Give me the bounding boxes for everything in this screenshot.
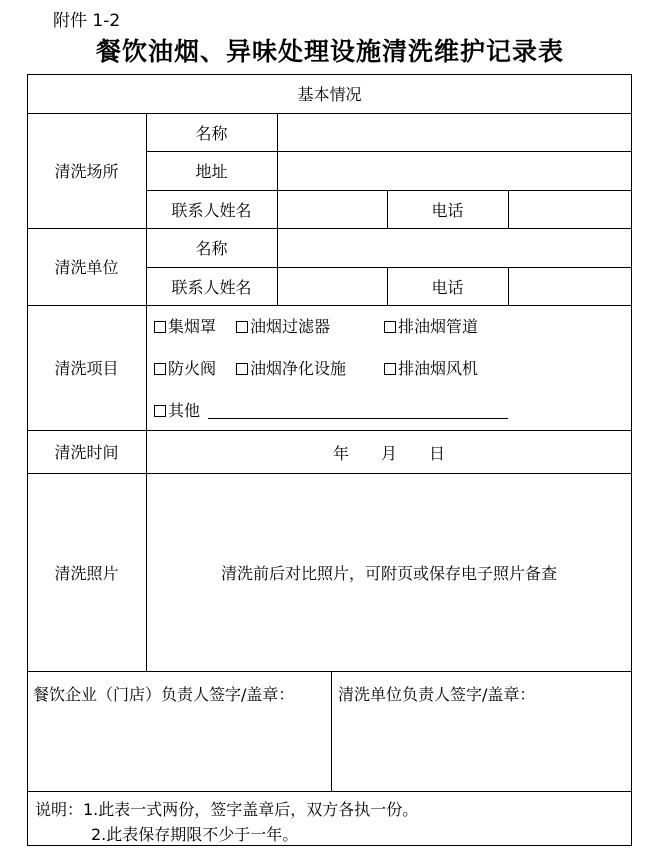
option-exhaust-fan[interactable] bbox=[384, 356, 478, 379]
site-address-field[interactable] bbox=[278, 152, 631, 190]
option-label: 集烟罩 bbox=[168, 317, 217, 336]
checkbox-icon[interactable] bbox=[154, 405, 166, 417]
month-label: 月 bbox=[381, 444, 398, 463]
option-oil-fume-filter[interactable] bbox=[236, 314, 330, 337]
checkbox-icon[interactable] bbox=[384, 321, 396, 333]
cleaning-photos-label: 清洗照片 bbox=[54, 563, 119, 583]
basic-info-header: 基本情况 bbox=[297, 85, 362, 104]
option-label: 排油烟管道 bbox=[398, 317, 479, 336]
option-other[interactable] bbox=[154, 398, 200, 421]
cleaning-time-label: 清洗时间 bbox=[54, 443, 119, 462]
site-name-label: 名称 bbox=[195, 123, 228, 143]
unit-signature-area[interactable] bbox=[332, 705, 630, 790]
other-input-line[interactable] bbox=[208, 418, 508, 419]
checkbox-icon[interactable] bbox=[384, 363, 396, 375]
cleaning-unit-label: 清洗单位 bbox=[54, 258, 119, 277]
year-label: 年 bbox=[333, 444, 350, 463]
cleaning-site-label: 清洗场所 bbox=[54, 162, 119, 181]
site-name-field[interactable] bbox=[278, 114, 631, 151]
checkbox-icon[interactable] bbox=[236, 321, 248, 333]
option-purifier[interactable] bbox=[236, 356, 346, 379]
row-line bbox=[27, 671, 632, 672]
unit-signature-label: 清洗单位负责人签字/盖章： bbox=[338, 685, 536, 704]
note-line-2: 2.此表保存期限不少于一年。 bbox=[91, 825, 299, 844]
attachment-label: 附件 1-2 bbox=[53, 11, 121, 31]
restaurant-signature-area[interactable] bbox=[28, 705, 330, 790]
checkbox-icon[interactable] bbox=[154, 363, 166, 375]
unit-contact-field[interactable] bbox=[278, 268, 387, 305]
restaurant-signature-label: 餐饮企业（门店）负责人签字/盖章： bbox=[33, 685, 295, 704]
unit-phone-label: 电话 bbox=[431, 277, 464, 297]
checkbox-icon[interactable] bbox=[236, 363, 248, 375]
row-line bbox=[27, 791, 632, 792]
day-label: 日 bbox=[429, 444, 446, 463]
option-exhaust-duct[interactable] bbox=[384, 314, 478, 337]
option-label: 排油烟风机 bbox=[398, 359, 479, 378]
option-smoke-hood[interactable] bbox=[154, 314, 216, 337]
unit-name-field[interactable] bbox=[278, 229, 631, 267]
note-line-1: 说明：1.此表一式两份，签字盖章后，双方各执一份。 bbox=[35, 800, 419, 819]
option-label: 防火阀 bbox=[168, 359, 217, 378]
unit-name-label: 名称 bbox=[195, 239, 228, 258]
site-contact-label: 联系人姓名 bbox=[171, 200, 252, 220]
table-border-bottom bbox=[27, 845, 632, 846]
site-contact-field[interactable] bbox=[278, 191, 387, 228]
unit-phone-field[interactable] bbox=[509, 268, 631, 305]
unit-contact-label: 联系人姓名 bbox=[171, 277, 252, 297]
form-title: 餐饮油烟、异味处理设施清洗维护记录表 bbox=[95, 37, 564, 66]
site-phone-field[interactable] bbox=[509, 191, 631, 228]
option-label: 油烟净化设施 bbox=[250, 359, 347, 378]
option-label: 油烟过滤器 bbox=[250, 317, 331, 336]
cleaning-items-label: 清洗项目 bbox=[54, 359, 119, 378]
photos-note: 清洗前后对比照片，可附页或保存电子照片备查 bbox=[220, 564, 557, 583]
checkbox-icon[interactable] bbox=[154, 321, 166, 333]
site-address-label: 地址 bbox=[195, 162, 228, 181]
option-label: 其他 bbox=[168, 401, 201, 420]
site-phone-label: 电话 bbox=[431, 200, 464, 220]
option-fire-damper[interactable] bbox=[154, 356, 216, 379]
